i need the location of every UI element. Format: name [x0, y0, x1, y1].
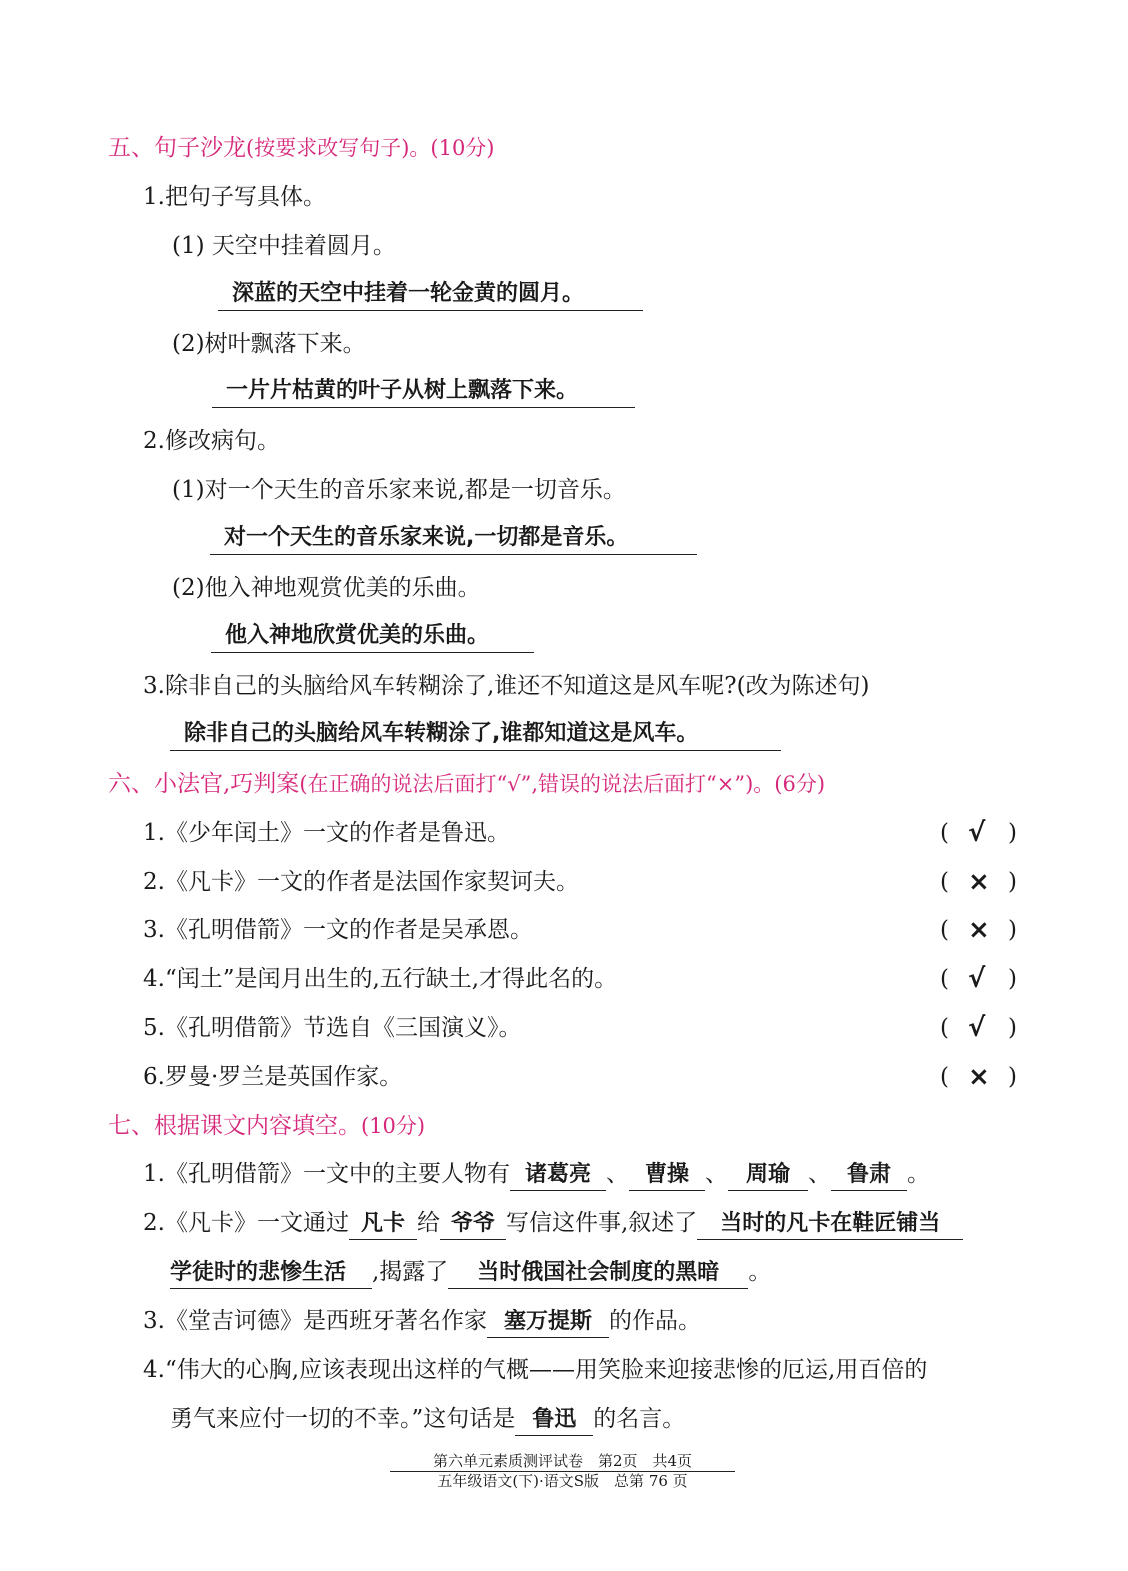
- q5-2-1-prompt: (1)对一个天生的音乐家来说,都是一切音乐。: [172, 477, 626, 503]
- q5-1-2-answer: 一片片枯黄的叶子从树上飘落下来。: [226, 378, 579, 403]
- q5-1-1-answer: 深蓝的天空中挂着一轮金黄的圆月。: [232, 281, 585, 306]
- section-7-title: 七、根据课文内容填空。: [108, 1113, 361, 1139]
- cross-mark-icon: ×: [968, 1062, 990, 1092]
- q7-1-blank-3: 周瑜: [728, 1159, 808, 1191]
- q7-2-blank-4: 当时俄国社会制度的黑暗: [448, 1257, 748, 1289]
- q5-2-2-answer: 他入神地欣赏优美的乐曲。: [225, 623, 490, 648]
- page-footer: [390, 1451, 735, 1491]
- q7-4-line-1: 4.“伟大的心胸,应该表现出这样的气概——用笑脸来迎接悲惨的厄运,用百倍的: [143, 1357, 928, 1383]
- q7-3: 3.《堂吉诃德》是西班牙著名作家 塞万提斯 的作品。: [143, 1305, 701, 1338]
- q7-3-blank: 塞万提斯: [487, 1306, 609, 1338]
- footer-line-2: 五年级语文(下)·语文S版 总第 76 页: [437, 1472, 688, 1490]
- q5-1-1-answer-line: [218, 278, 643, 311]
- section-6-instruction: (在正确的说法后面打“√”,错误的说法后面打“×”)。(6分): [299, 772, 826, 796]
- q5-2-1-answer: 对一个天生的音乐家来说,一切都是音乐。: [224, 525, 629, 550]
- check-mark-icon: √: [968, 964, 986, 994]
- q7-1: 1.《孔明借箭》一文中的主要人物有 诸葛亮 、 曹操 、 周瑜 、 鲁肃 。: [143, 1158, 930, 1191]
- section-7-instruction: (10分): [361, 1114, 426, 1138]
- q7-2-blank-1: 凡卡: [349, 1208, 417, 1240]
- q5-2-1-answer-line: [210, 522, 697, 555]
- q5-2-2-prompt: (2)他入神地观赏优美的乐曲。: [172, 575, 481, 601]
- q7-2-blank-2: 爷爷: [440, 1208, 506, 1240]
- q5-1-prompt: 1.把句子写具体。: [143, 184, 326, 210]
- q7-2-blank-3-cont: 学徒时的悲惨生活: [170, 1257, 372, 1289]
- q6-item-6: 6.罗曼·罗兰是英国作家。: [143, 1064, 403, 1090]
- q5-2-2-answer-line: [211, 620, 534, 653]
- section-6-title: 六、小法官,巧判案: [108, 771, 300, 797]
- q7-2-line-1: 2.《凡卡》一文通过 凡卡 给 爷爷 写信这件事,叙述了 当时的凡卡在鞋匠铺当: [143, 1207, 963, 1240]
- q7-4-line-2: 勇气来应付一切的不幸。”这句话是 鲁迅 的名言。: [170, 1403, 685, 1436]
- section-5-heading: [108, 132, 495, 164]
- check-mark-icon: √: [968, 818, 986, 848]
- q5-3-prompt: 3.除非自己的头脑给风车转糊涂了,谁还不知道这是风车呢?(改为陈述句): [143, 673, 870, 699]
- q5-1-1-prompt: (1) 天空中挂着圆月。: [172, 233, 396, 259]
- q5-1-2-answer-line: [212, 375, 635, 408]
- cross-mark-icon: ×: [968, 867, 990, 897]
- section-5-instruction: (按要求改写句子)。(10分): [246, 136, 495, 160]
- section-5-title: 五、句子沙龙: [108, 135, 246, 161]
- q7-2-blank-3: 当时的凡卡在鞋匠铺当: [697, 1208, 963, 1240]
- q5-1-2-prompt: (2)树叶飘落下来。: [172, 331, 366, 357]
- q7-2-line-2: 学徒时的悲惨生活 ,揭露了 当时俄国社会制度的黑暗 。: [170, 1256, 771, 1289]
- section-6-heading: [108, 768, 825, 800]
- q5-2-prompt: 2.修改病句。: [143, 428, 280, 454]
- q7-1-blank-1: 诸葛亮: [510, 1159, 606, 1191]
- check-mark-icon: √: [968, 1013, 986, 1043]
- footer-divider: [390, 1471, 735, 1472]
- q6-item-3: 3.《孔明借箭》一文的作者是吴承恩。: [143, 917, 533, 943]
- q6-item-4: 4.“闰土”是闰月出生的,五行缺土,才得此名的。: [143, 966, 618, 992]
- q5-3-answer: 除非自己的头脑给风车转糊涂了,谁都知道这是风车。: [184, 721, 699, 746]
- section-7-heading: [108, 1110, 425, 1142]
- q6-item-2: 2.《凡卡》一文的作者是法国作家契诃夫。: [143, 869, 579, 895]
- q7-1-blank-4: 鲁肃: [831, 1159, 907, 1191]
- footer-line-1: 第六单元素质测评试卷 第2页 共4页: [432, 1452, 693, 1470]
- q6-item-1: 1.《少年闰土》一文的作者是鲁迅。: [143, 820, 510, 846]
- q7-4-blank: 鲁迅: [515, 1404, 593, 1436]
- cross-mark-icon: ×: [968, 915, 990, 945]
- q5-3-answer-line: [170, 718, 781, 751]
- q6-item-5: 5.《孔明借箭》节选自《三国演义》。: [143, 1015, 522, 1041]
- q7-1-blank-2: 曹操: [629, 1159, 705, 1191]
